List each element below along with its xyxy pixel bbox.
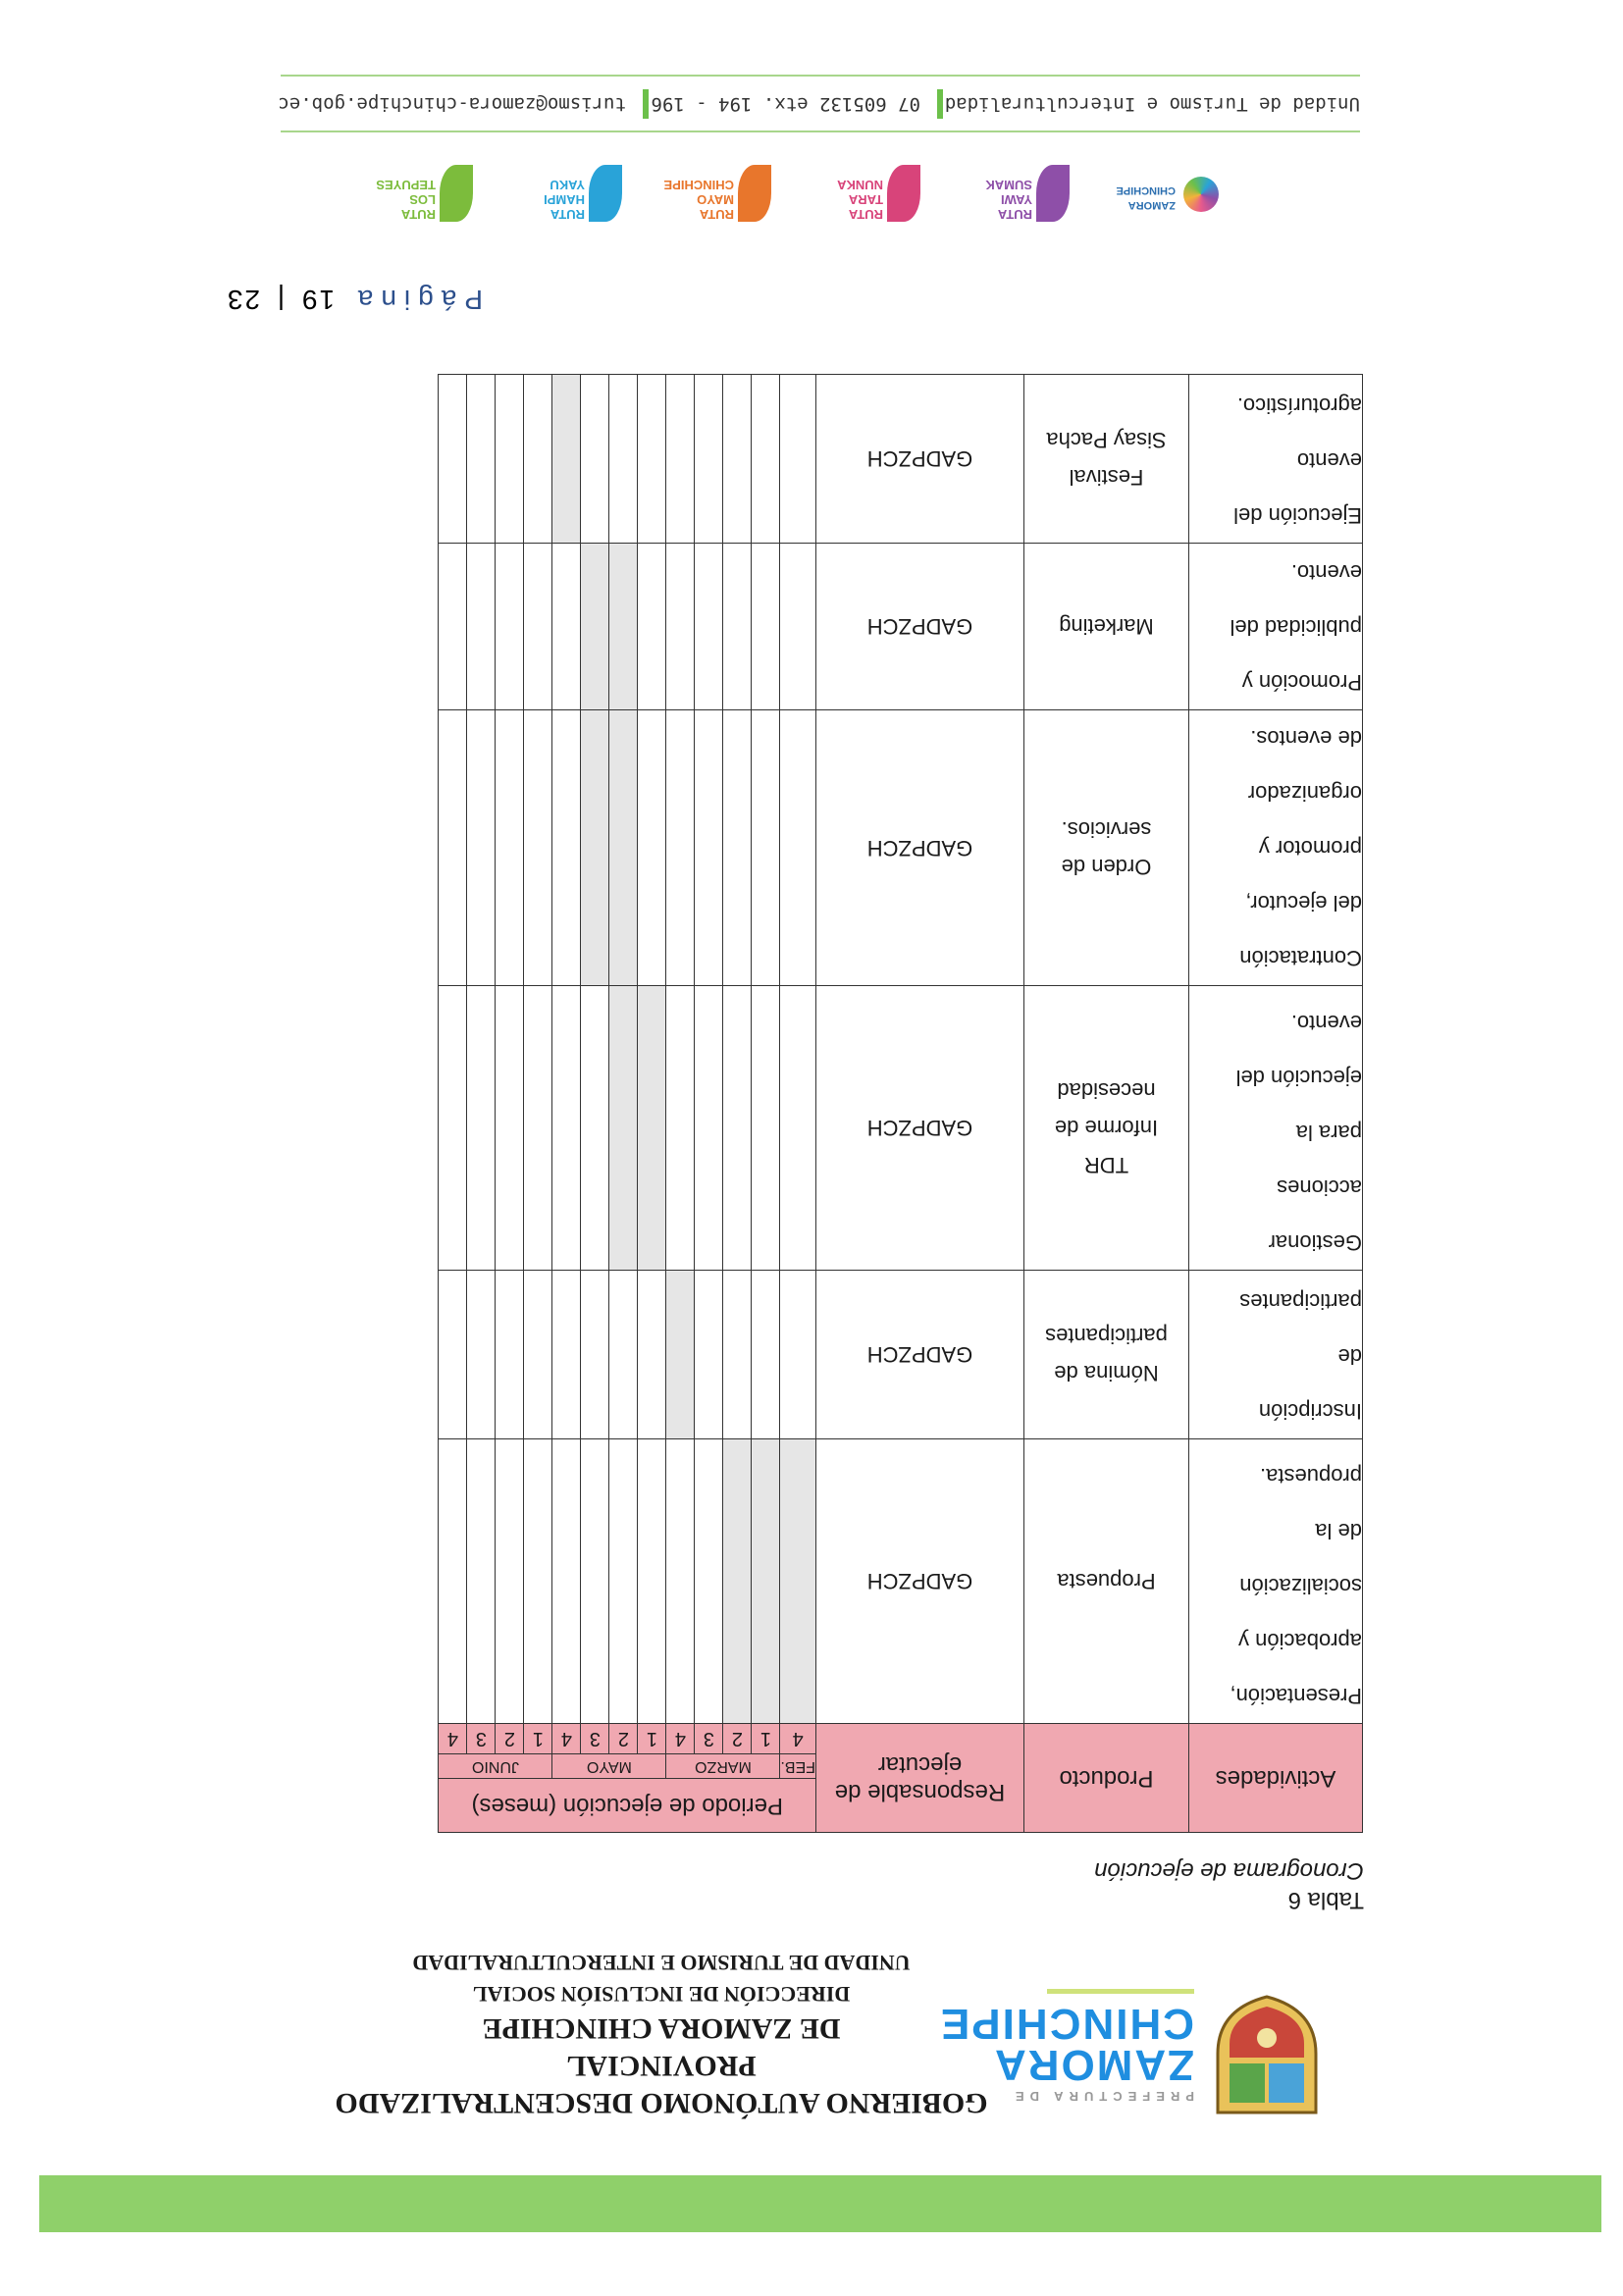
- activity-line: promotor y: [1258, 836, 1362, 861]
- schedule-cell: [524, 986, 552, 1271]
- product-line: servicios.: [1061, 817, 1152, 842]
- activity-line: Gestionar: [1268, 1230, 1362, 1255]
- schedule-cell: [496, 375, 524, 544]
- responsible-cell: GADPZCH: [816, 710, 1024, 986]
- page-current: 19: [299, 285, 336, 315]
- schedule-cell: [581, 1439, 609, 1724]
- product-line: TDR: [1083, 1153, 1129, 1178]
- responsible-cell: GADPZCH: [816, 375, 1024, 544]
- schedule-cell: [752, 544, 780, 710]
- schedule-cell-active: [780, 1439, 816, 1724]
- schedule-cell-active: [609, 710, 638, 986]
- brand-line-2: CHINCHIPE: [938, 2000, 1194, 2048]
- schedule-cell: [439, 1439, 467, 1724]
- schedule-cell: [439, 375, 467, 544]
- header-actividades: Actividades: [1189, 1724, 1363, 1833]
- schedule-cell-active: [609, 544, 638, 710]
- activity-line: acciones: [1277, 1175, 1362, 1200]
- activity-line: agroturístico.: [1236, 393, 1362, 418]
- responsible-cell: GADPZCH: [816, 544, 1024, 710]
- route-name-line: MAYO: [697, 192, 734, 207]
- schedule-cell-active: [666, 1271, 695, 1439]
- footer-unit: Unidad de Turismo e Interculturalidad: [944, 93, 1360, 115]
- schedule-cell: [780, 710, 816, 986]
- footer-email: turismo@zamora-chinchipe.gob.ec: [278, 93, 626, 115]
- product-cell: [1024, 375, 1189, 544]
- pink-leaf-icon: [887, 165, 920, 222]
- header-month: FEB.: [780, 1754, 816, 1779]
- schedule-cell: [581, 375, 609, 544]
- activity-line: propuesta.: [1260, 1464, 1362, 1488]
- schedule-cell: [609, 1271, 638, 1439]
- activity-line: de la: [1315, 1519, 1362, 1543]
- schedule-cell: [752, 375, 780, 544]
- activity-cell: [1189, 1271, 1363, 1439]
- gov-line-2: DE ZAMORA CHINCHIPE: [482, 2012, 841, 2045]
- activity-line: para la: [1295, 1121, 1362, 1145]
- route-name-line: TARA: [848, 192, 883, 207]
- footer-bottom-rule: [281, 75, 1360, 77]
- table-row: [439, 1439, 1363, 1724]
- header-week: 1: [524, 1724, 552, 1754]
- route-logo: [947, 159, 1070, 228]
- activity-line: Inscripción: [1258, 1399, 1362, 1424]
- schedule-cell: [496, 986, 524, 1271]
- schedule-cell: [723, 710, 752, 986]
- product-line: Marketing: [1059, 614, 1154, 640]
- schedule-cell: [552, 1271, 581, 1439]
- route-name-line: YAKU: [550, 178, 585, 192]
- activity-line: Presentación,: [1230, 1684, 1362, 1708]
- purple-leaf-icon: [1036, 165, 1070, 222]
- header-week: 2: [723, 1724, 752, 1754]
- schedule-table-header: [439, 1724, 1363, 1833]
- table-row: [439, 544, 1363, 710]
- table-number: Tabla 6: [1287, 1887, 1364, 1913]
- schedule-cell: [723, 986, 752, 1271]
- schedule-cell-active: [581, 710, 609, 986]
- schedule-cell: [609, 1439, 638, 1724]
- activity-line: publicidad del: [1230, 615, 1362, 640]
- page-total: 23: [225, 285, 261, 315]
- schedule-cell: [552, 986, 581, 1271]
- header-responsable: Responsable de ejecutar: [816, 1724, 1024, 1833]
- product-cell: [1024, 544, 1189, 710]
- schedule-cell: [467, 710, 496, 986]
- activity-cell: [1189, 710, 1363, 986]
- schedule-cell-active: [752, 1439, 780, 1724]
- schedule-cell: [780, 544, 816, 710]
- activity-line: de: [1337, 1344, 1362, 1369]
- responsible-cell: GADPZCH: [816, 1271, 1024, 1439]
- prefectura-label: PREFECTURA DE: [1009, 2089, 1194, 2104]
- schedule-cell: [524, 375, 552, 544]
- activity-line: Contratación: [1239, 946, 1362, 970]
- schedule-table-body: [439, 375, 1363, 1724]
- table-row: [439, 1271, 1363, 1439]
- schedule-cell: [695, 710, 723, 986]
- schedule-cell: [496, 1271, 524, 1439]
- schedule-cell: [581, 986, 609, 1271]
- schedule-cell: [723, 375, 752, 544]
- page-label: Página: [349, 285, 483, 315]
- schedule-cell: [752, 1271, 780, 1439]
- activity-cell: [1189, 1439, 1363, 1724]
- schedule-cell: [496, 710, 524, 986]
- schedule-cell: [638, 710, 666, 986]
- schedule-cell: [723, 1271, 752, 1439]
- table-row: [439, 710, 1363, 986]
- product-line: necesidad: [1057, 1078, 1156, 1104]
- schedule-cell: [666, 1439, 695, 1724]
- route-name: [663, 178, 734, 222]
- blue-leaf-icon: [589, 165, 622, 222]
- responsible-cell: GADPZCH: [816, 1439, 1024, 1724]
- header-week: 3: [695, 1724, 723, 1754]
- schedule-cell: [695, 986, 723, 1271]
- schedule-cell-active: [638, 986, 666, 1271]
- schedule-cell: [695, 1271, 723, 1439]
- schedule-cell: [524, 544, 552, 710]
- route-logo: [1096, 159, 1219, 228]
- route-name-line: RUTA: [550, 207, 585, 222]
- header-month: JUNIO: [439, 1754, 552, 1779]
- schedule-cell: [666, 375, 695, 544]
- schedule-cell: [552, 710, 581, 986]
- activity-line: Promoción y: [1241, 670, 1362, 695]
- product-line: Orden de: [1061, 855, 1152, 879]
- schedule-cell: [638, 544, 666, 710]
- schedule-cell: [638, 1271, 666, 1439]
- schedule-cell: [695, 375, 723, 544]
- route-name: [985, 178, 1032, 222]
- activity-line: del ejecutor,: [1245, 891, 1362, 915]
- schedule-cell: [467, 375, 496, 544]
- product-cell: [1024, 986, 1189, 1271]
- route-name-line: TEPUYES: [376, 178, 436, 192]
- province-crest-icon: [1208, 1993, 1326, 2122]
- activity-line: evento: [1296, 448, 1362, 473]
- header-week: 2: [609, 1724, 638, 1754]
- header-week: 4: [552, 1724, 581, 1754]
- activity-line: ejecución del: [1235, 1066, 1362, 1090]
- activity-line: aprobación y: [1238, 1629, 1362, 1653]
- government-heading: [328, 1947, 995, 2121]
- route-name: [1096, 183, 1176, 212]
- header-month: MAYO: [552, 1754, 666, 1779]
- gov-line-1: GOBIERNO AUTÓNOMO DESCENTRALIZADO PROVINCIAL: [335, 2050, 988, 2119]
- route-name-line: SUMAK: [985, 178, 1032, 192]
- schedule-cell: [752, 986, 780, 1271]
- table-title: Cronograma de ejecución: [1094, 1857, 1364, 1884]
- header-periodo: Periodo de ejecución (meses): [439, 1779, 816, 1833]
- activity-cell: [1189, 375, 1363, 544]
- product-cell: [1024, 1439, 1189, 1724]
- header-month: MARZO: [666, 1754, 780, 1779]
- header-producto: Producto: [1024, 1724, 1189, 1833]
- route-name-line: ZAMORA CHINCHIPE: [1116, 184, 1176, 211]
- schedule-cell: [524, 1271, 552, 1439]
- schedule-cell: [524, 1439, 552, 1724]
- activity-cell: [1189, 986, 1363, 1271]
- activity-cell: [1189, 544, 1363, 710]
- schedule-cell: [723, 544, 752, 710]
- footer-top-rule: [281, 130, 1360, 132]
- footer-phone: 07 605132 etx. 194 - 196: [651, 93, 920, 115]
- schedule-cell: [467, 986, 496, 1271]
- route-name-line: RUTA: [699, 207, 734, 222]
- header-green-band: [39, 2175, 1601, 2232]
- route-name-line: RUTA: [848, 207, 883, 222]
- activity-line: de eventos.: [1250, 726, 1362, 751]
- schedule-cell: [552, 1439, 581, 1724]
- schedule-cell: [780, 1271, 816, 1439]
- route-logo: [798, 159, 920, 228]
- product-line: Informe de: [1054, 1116, 1159, 1141]
- table-row: [439, 375, 1363, 544]
- header-week: 3: [467, 1724, 496, 1754]
- product-cell: [1024, 1271, 1189, 1439]
- route-logo: [350, 159, 473, 228]
- schedule-cell: [467, 1271, 496, 1439]
- green-leaf-icon: [440, 165, 473, 222]
- activity-line: organizador: [1247, 781, 1362, 806]
- route-name: [544, 178, 585, 222]
- schedule-cell: [780, 986, 816, 1271]
- schedule-cell: [695, 544, 723, 710]
- route-logo: [499, 159, 622, 228]
- header-week: 4: [439, 1724, 467, 1754]
- activity-line: Ejecución del: [1233, 503, 1362, 528]
- brand-line-1: ZAMORA: [992, 2041, 1194, 2089]
- schedule-cell: [439, 710, 467, 986]
- route-name-line: HAMPI: [544, 192, 585, 207]
- schedule-cell: [780, 375, 816, 544]
- header-week: 3: [581, 1724, 609, 1754]
- schedule-cell: [581, 1271, 609, 1439]
- header-week: 4: [666, 1724, 695, 1754]
- gov-line-4: UNIDAD DE TURISMO E INTERCULTURALIDAD: [412, 1951, 911, 1975]
- schedule-cell: [496, 1439, 524, 1724]
- product-line: Propuesta: [1057, 1569, 1156, 1594]
- route-name-line: LOS: [409, 192, 436, 207]
- schedule-cell-active: [723, 1439, 752, 1724]
- brand-accent-bar: [1047, 1989, 1194, 1994]
- schedule-cell: [666, 544, 695, 710]
- zamora-logo-icon: [1183, 177, 1219, 212]
- schedule-cell-active: [581, 544, 609, 710]
- route-name: [376, 178, 436, 222]
- activity-line: evento.: [1290, 1011, 1362, 1035]
- schedule-cell: [439, 1271, 467, 1439]
- header-week: 4: [780, 1724, 816, 1754]
- schedule-cell: [666, 710, 695, 986]
- schedule-cell: [524, 710, 552, 986]
- footer-separator: [643, 89, 649, 119]
- schedule-cell: [439, 544, 467, 710]
- route-name-line: RUTA: [400, 207, 436, 222]
- schedule-cell: [695, 1439, 723, 1724]
- activity-line: socialización: [1239, 1574, 1362, 1598]
- table-row: [439, 986, 1363, 1271]
- activity-line: evento.: [1290, 560, 1362, 585]
- tourism-routes-logos: [296, 159, 1219, 228]
- page-number: [226, 284, 483, 315]
- route-name-line: CHINCHIPE: [663, 178, 734, 192]
- orange-leaf-icon: [738, 165, 771, 222]
- gov-line-3: DIRECCIÓN DE INCLUSIÓN SOCIAL: [472, 1982, 851, 2007]
- product-cell: [1024, 710, 1189, 986]
- product-line: Sisay Pacha: [1046, 428, 1167, 453]
- route-name-line: YAWI: [1000, 192, 1032, 207]
- schedule-table: [438, 374, 1363, 1833]
- schedule-cell: [638, 375, 666, 544]
- product-line: Festival: [1069, 465, 1144, 491]
- schedule-cell: [609, 375, 638, 544]
- schedule-cell: [467, 1439, 496, 1724]
- schedule-cell: [467, 544, 496, 710]
- product-line: Nómina de: [1054, 1361, 1159, 1386]
- schedule-cell-active: [609, 986, 638, 1271]
- footer-separator: [937, 89, 943, 119]
- header-week: 1: [752, 1724, 780, 1754]
- schedule-cell: [496, 544, 524, 710]
- route-name-line: NUNKA: [837, 178, 883, 192]
- header-week: 2: [496, 1724, 524, 1754]
- route-name: [837, 178, 883, 222]
- responsible-cell: GADPZCH: [816, 986, 1024, 1271]
- activity-line: participantes: [1239, 1289, 1362, 1314]
- schedule-cell-active: [552, 375, 581, 544]
- schedule-cell: [638, 1439, 666, 1724]
- schedule-cell: [552, 544, 581, 710]
- product-line: participantes: [1045, 1324, 1168, 1349]
- route-name-line: RUTA: [997, 207, 1032, 222]
- page-separator: |: [275, 285, 286, 315]
- route-logo: [649, 159, 771, 228]
- schedule-cell: [752, 710, 780, 986]
- schedule-cell: [439, 986, 467, 1271]
- header-week: 1: [638, 1724, 666, 1754]
- schedule-cell: [666, 986, 695, 1271]
